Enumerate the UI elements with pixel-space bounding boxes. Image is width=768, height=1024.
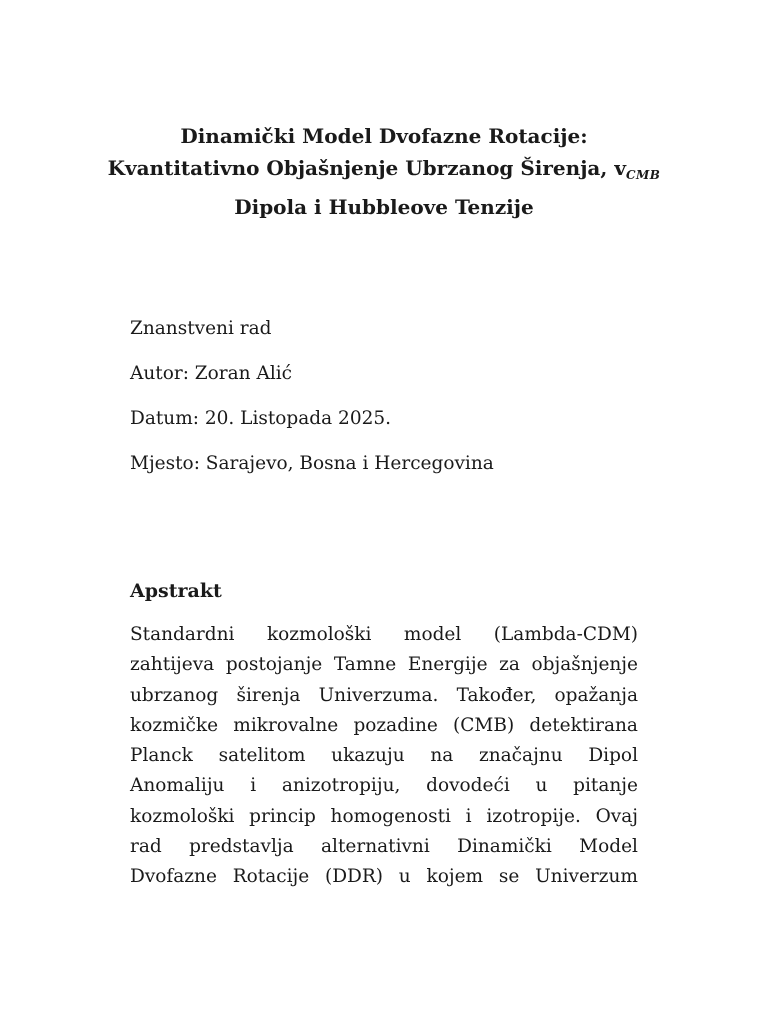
abstract-line xyxy=(130,802,638,832)
abstract-word: izotropije. xyxy=(486,805,581,827)
abstract-word: Anomaliju xyxy=(130,775,225,797)
abstract-word: anizotropiju, xyxy=(281,775,401,797)
abstract-word: satelitom xyxy=(218,745,306,767)
title-line-1: Dinamički Model Dvofazne Rotacije: xyxy=(180,124,588,148)
abstract-word: Ovaj xyxy=(595,805,638,827)
title-line-2-text: Kvantitativno Objašnjenje Ubrzanog Širenja, v xyxy=(107,156,626,180)
abstract-word: (Lambda-CDM) xyxy=(493,624,638,645)
abstract-word: pozadine xyxy=(353,714,438,736)
abstract-heading: Apstrakt xyxy=(130,580,222,602)
abstract-word: Planck xyxy=(130,745,193,767)
abstract-word: kojem xyxy=(426,866,484,888)
abstract-word: Model xyxy=(579,836,638,858)
paper-type: Znanstveni rad xyxy=(130,318,272,339)
abstract-word: detektirana xyxy=(529,714,638,736)
abstract-line xyxy=(130,620,638,650)
paper-author: Autor: Zoran Alić xyxy=(130,363,293,384)
abstract-word: postojanje xyxy=(225,654,323,676)
abstract-word: u xyxy=(398,866,411,888)
abstract-word: u xyxy=(535,775,548,797)
abstract-word: princip xyxy=(249,805,316,827)
abstract-word: ubrzanog xyxy=(130,684,219,706)
abstract-word: se xyxy=(498,866,520,888)
abstract-word: predstavlja xyxy=(189,836,294,858)
abstract-word: kozmološki xyxy=(130,805,235,827)
abstract-word: širenja xyxy=(236,684,301,706)
abstract-word: Dipol xyxy=(588,745,638,767)
title-line-2 xyxy=(80,152,688,191)
abstract-word: alternativni xyxy=(321,836,430,858)
abstract-word: i xyxy=(250,775,257,797)
abstract-word: kozmičke xyxy=(130,714,219,736)
abstract-word: i xyxy=(465,805,472,827)
abstract-word: opažanja xyxy=(554,684,638,706)
abstract-word: model xyxy=(403,624,462,645)
abstract-word: objašnjenje xyxy=(531,654,638,676)
abstract-word: mikrovalne xyxy=(233,714,339,736)
abstract-word: Rotacije xyxy=(232,866,310,888)
abstract-line xyxy=(130,741,638,771)
abstract-word: (CMB) xyxy=(453,714,515,736)
abstract-word: Dinamički xyxy=(457,836,552,858)
paper-metadata xyxy=(130,314,494,494)
abstract-word: ukazuju xyxy=(331,745,405,767)
paper-place: Mjesto: Sarajevo, Bosna i Hercegovina xyxy=(130,453,494,474)
abstract-line xyxy=(130,832,638,862)
abstract-body xyxy=(130,620,638,893)
abstract-word: dovodeći xyxy=(426,775,510,797)
abstract-word: pitanje xyxy=(573,775,638,797)
abstract-line xyxy=(130,711,638,741)
abstract-word: na xyxy=(430,745,454,767)
abstract-word: (DDR) xyxy=(324,866,384,888)
abstract-word: Energije xyxy=(407,654,488,676)
title-subscript: CMB xyxy=(625,168,661,182)
title-line-3: Dipola i Hubbleove Tenzije xyxy=(234,195,534,219)
abstract-line xyxy=(130,650,638,680)
paper-date: Datum: 20. Listopada 2025. xyxy=(130,408,392,429)
abstract-line xyxy=(130,681,638,711)
abstract-word: rad xyxy=(130,836,162,858)
abstract-word: kozmološki xyxy=(266,624,372,645)
abstract-word: homogenosti xyxy=(330,805,451,827)
abstract-word: Tamne xyxy=(333,654,397,676)
abstract-word: zahtijeva xyxy=(130,654,215,676)
abstract-word: značajnu xyxy=(478,745,563,767)
abstract-word: Univerzum xyxy=(535,866,638,888)
abstract-word: Dvofazne xyxy=(130,866,217,888)
abstract-word: Standardni xyxy=(130,624,235,645)
abstract-word: za xyxy=(499,654,520,676)
abstract-line xyxy=(130,862,638,892)
abstract-word: Također, xyxy=(456,684,537,706)
paper-title xyxy=(80,120,688,223)
abstract-word: Univerzuma. xyxy=(318,684,439,706)
abstract-line xyxy=(130,771,638,801)
